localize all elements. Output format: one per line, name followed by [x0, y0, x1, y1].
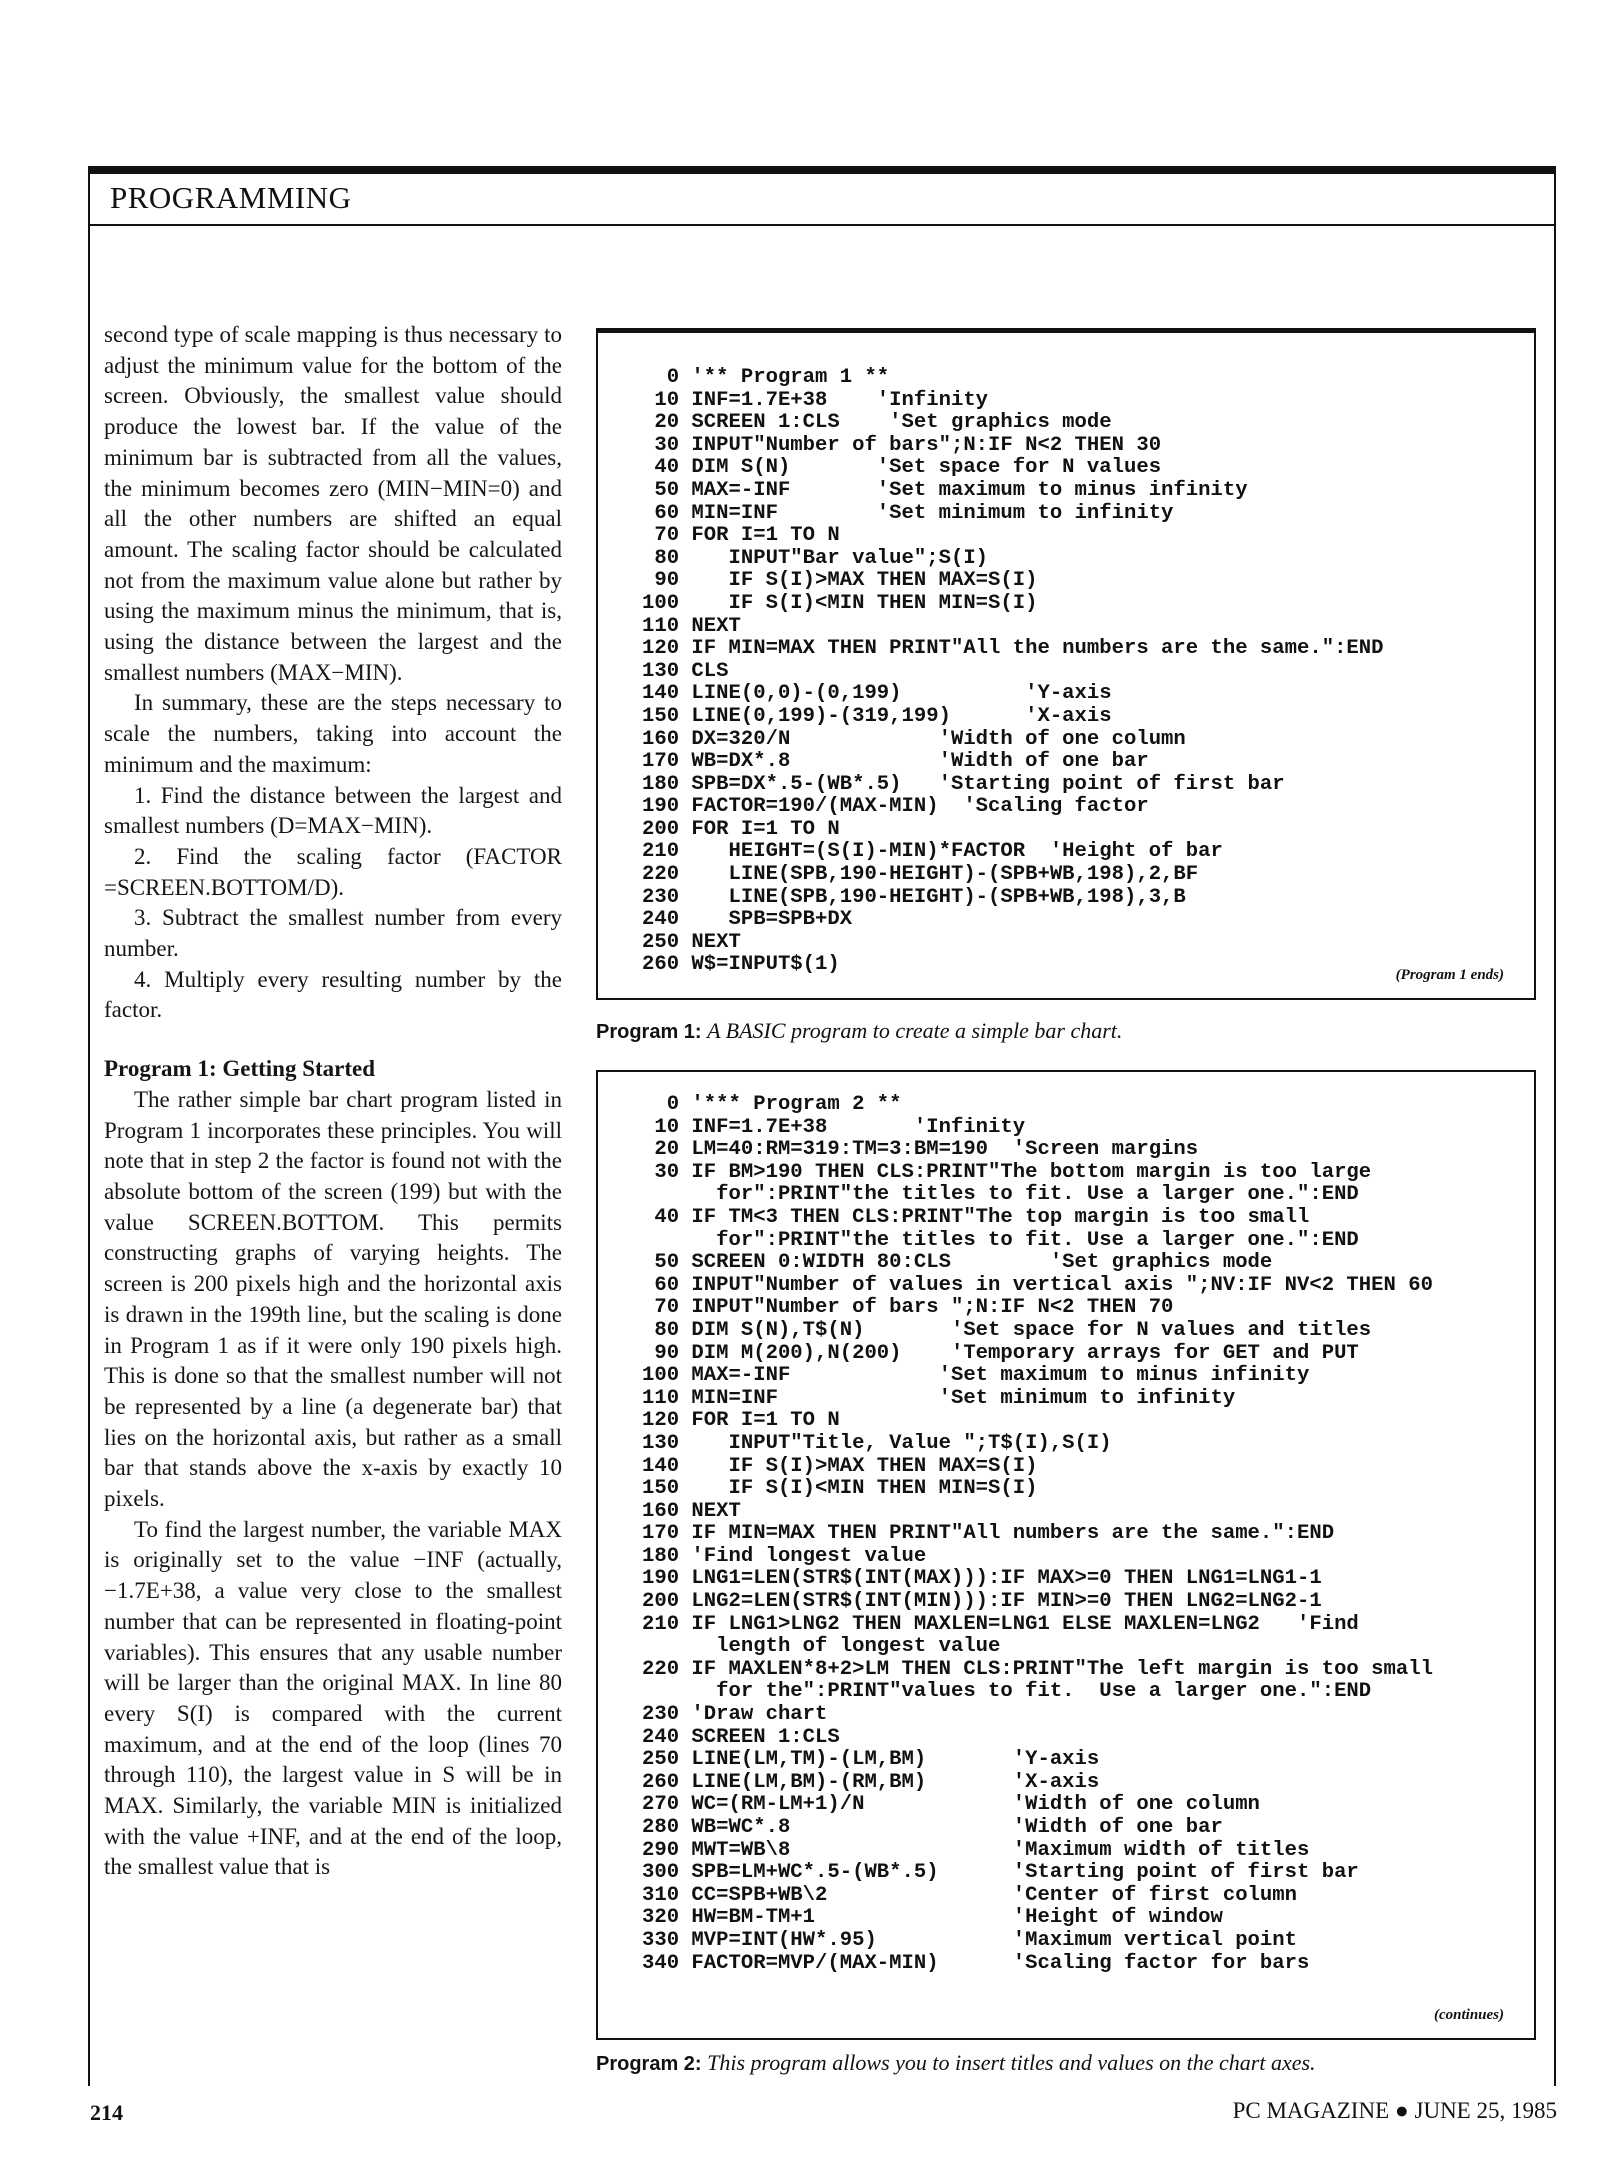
body-paragraph: In summary, these are the steps necessary to scale the numbers, taking into account the minimum and the maximum:	[104, 690, 562, 777]
section-heading: Program 1: Getting Started	[104, 1056, 376, 1082]
caption-text: This program allows you to insert titles and values on the chart axes.	[707, 2050, 1316, 2075]
body-paragraph: To find the largest number, the variable MAX is originally set to the value −INF (actually, −1.7E+38, a value very close to the smallest number that can be represented in floating-point variables). This ensures that any usable number will be larger than the original MAX. In line 80 every S(I) is compared with the current maximum, and at the end of the loop (lines 70 through 110), the largest value in S will be in MAX. Similarly, the variable MIN is initialized with the value +INF, and at the end of the loop, the smallest value that is	[104, 1516, 562, 1880]
program-2-end-note: (continues)	[1433, 2007, 1504, 2023]
page-number: 214	[90, 2100, 123, 2125]
program-1-caption	[596, 1018, 1122, 1044]
section-title: PROGRAMMING	[110, 180, 352, 215]
program-2-caption	[596, 2050, 1316, 2076]
caption-text: A BASIC program to create a simple bar chart.	[707, 1018, 1123, 1043]
section-header	[88, 174, 1556, 226]
right-rule	[1554, 224, 1556, 2086]
program-2-listing	[596, 1070, 1536, 2040]
caption-label: Program 2:	[596, 2053, 702, 2075]
program-2-code: 0 '*** Program 2 ** 10 INF=1.7E+38 'Infinity 20 LM=40:RM=319:TM=3:BM=190 'Screen margins 30 IF BM>190 THEN CLS:PRINT"The bottom margin is too large for":PRINT"the titles to fit. Use a larger one.":END 40 IF TM<3 THEN CLS:PRINT"The top margin is too small for":PRINT"the titles to fit. Use a larger one.":END 50 SCREEN 0:WIDTH 80:CLS 'Set graphics mode 60 INPUT"Number of values in vertical axis ";NV:IF NV<2 THEN 60 70 INPUT"Number of bars ";N:IF N<2 THEN 70 80 DIM S(N),T$(N) 'Set space for N values and titles 90 DIM M(200),N(200) 'Temporary arrays for GET and PUT 100 MAX=-INF 'Set maximum to minus infinity 110 MIN=INF 'Set minimum to infinity 120 FOR I=1 TO N 130 INPUT"Title, Value ";T$(I),S(I) 140 IF S(I)>MAX THEN MAX=S(I) 150 IF S(I)<MIN THEN MIN=S(I) 160 NEXT 170 IF MIN=MAX THEN PRINT"All numbers are the same.":END 180 'Find longest value 190 LNG1=LEN(STR$(INT(MAX))):IF MAX>=0 THEN LNG1=LNG1-1 200 LNG2=LEN(STR$(INT(MIN))):IF MIN>=0 THEN LNG2=LNG2-1 210 IF LNG1>LNG2 THEN MAXLEN=LNG1 ELSE MAXLEN=LNG2 'Find length of longest value 220 IF MAXLEN*8+2>LM THEN CLS:PRINT"The left margin is too small for the":PRINT"values to fit. Use a larger one.":END 230 'Draw chart 240 SCREEN 1:CLS 250 LINE(LM,TM)-(LM,BM) 'Y-axis 260 LINE(LM,BM)-(RM,BM) 'X-axis 270 WC=(RM-LM+1)/N 'Width of one column 280 WB=WC*.8 'Width of one bar 290 MWT=WB\8 'Maximum width of titles 300 SPB=LM+WC*.5-(WB*.5) 'Starting point of first bar 310 CC=SPB+WB\2 'Center of first column 320 HW=BM-TM+1 'Height of window 330 MVP=INT(HW*.95) 'Maximum vertical point 340 FACTOR=MVP/(MAX-MIN) 'Scaling factor for bars	[642, 1093, 1433, 1975]
step-item: 4. Multiply every resulting number by the factor.	[104, 966, 562, 1023]
caption-label: Program 1:	[596, 1021, 702, 1043]
body-paragraph: second type of scale mapping is thus necessary to adjust the minimum value for the bottom of the screen. Obviously, the smallest value should produce the lowest bar. If the value of the minimum bar is subtracted from all the values, the minimum becomes zero (MIN−MIN=0) and all the other numbers are shifted an equal amount. The scaling factor should be calculated not from the maximum value alone but rather by using the maximum minus the minimum, that is, using the distance between the largest and the smallest numbers (MAX−MIN).	[104, 322, 562, 685]
publication-footer: PC MAGAZINE ● JUNE 25, 1985	[1232, 2098, 1557, 2123]
step-item: 2. Find the scaling factor (FACTOR =SCREEN.BOTTOM/D).	[104, 843, 562, 900]
top-rule	[88, 166, 1556, 174]
body-paragraph: The rather simple bar chart program listed in Program 1 incorporates these principles. You will note that in step 2 the factor is found not with the absolute bottom of the screen (199) but with the value SCREEN.BOTTOM. This permits constructing graphs of varying heights. The screen is 200 pixels high and the horizontal axis is drawn in the 199th line, but the scaling is done in Program 1 as if it were only 190 pixels high. This is done so that the smallest number will not be represented by a line (a degenerate bar) that lies on the horizontal axis, but rather as a small bar that stands above the x-axis by exactly 10 pixels.	[104, 1086, 562, 1512]
step-item: 3. Subtract the smallest number from every number.	[104, 905, 562, 962]
program-1-end-note: (Program 1 ends)	[1395, 967, 1504, 983]
program-1-code: 0 '** Program 1 ** 10 INF=1.7E+38 'Infinity 20 SCREEN 1:CLS 'Set graphics mode 30 INPUT"Number of bars";N:IF N<2 THEN 30 40 DIM S(N) 'Set space for N values 50 MAX=-INF 'Set maximum to minus infinity 60 MIN=INF 'Set minimum to infinity 70 FOR I=1 TO N 80 INPUT"Bar value";S(I) 90 IF S(I)>MAX THEN MAX=S(I) 100 IF S(I)<MIN THEN MIN=S(I) 110 NEXT 120 IF MIN=MAX THEN PRINT"All the numbers are the same.":END 130 CLS 140 LINE(0,0)-(0,199) 'Y-axis 150 LINE(0,199)-(319,199) 'X-axis 160 DX=320/N 'Width of one column 170 WB=DX*.8 'Width of one bar 180 SPB=DX*.5-(WB*.5) 'Starting point of first bar 190 FACTOR=190/(MAX-MIN) 'Scaling factor 200 FOR I=1 TO N 210 HEIGHT=(S(I)-MIN)*FACTOR 'Height of bar 220 LINE(SPB,190-HEIGHT)-(SPB+WB,198),2,BF 230 LINE(SPB,190-HEIGHT)-(SPB+WB,198),3,B 240 SPB=SPB+DX 250 NEXT 260 W$=INPUT$(1)	[642, 366, 1384, 977]
program-1-listing	[596, 328, 1536, 1000]
left-rule	[88, 224, 90, 2086]
step-item: 1. Find the distance between the largest and smallest numbers (D=MAX−MIN).	[104, 782, 562, 839]
article-text-column	[104, 320, 562, 1883]
